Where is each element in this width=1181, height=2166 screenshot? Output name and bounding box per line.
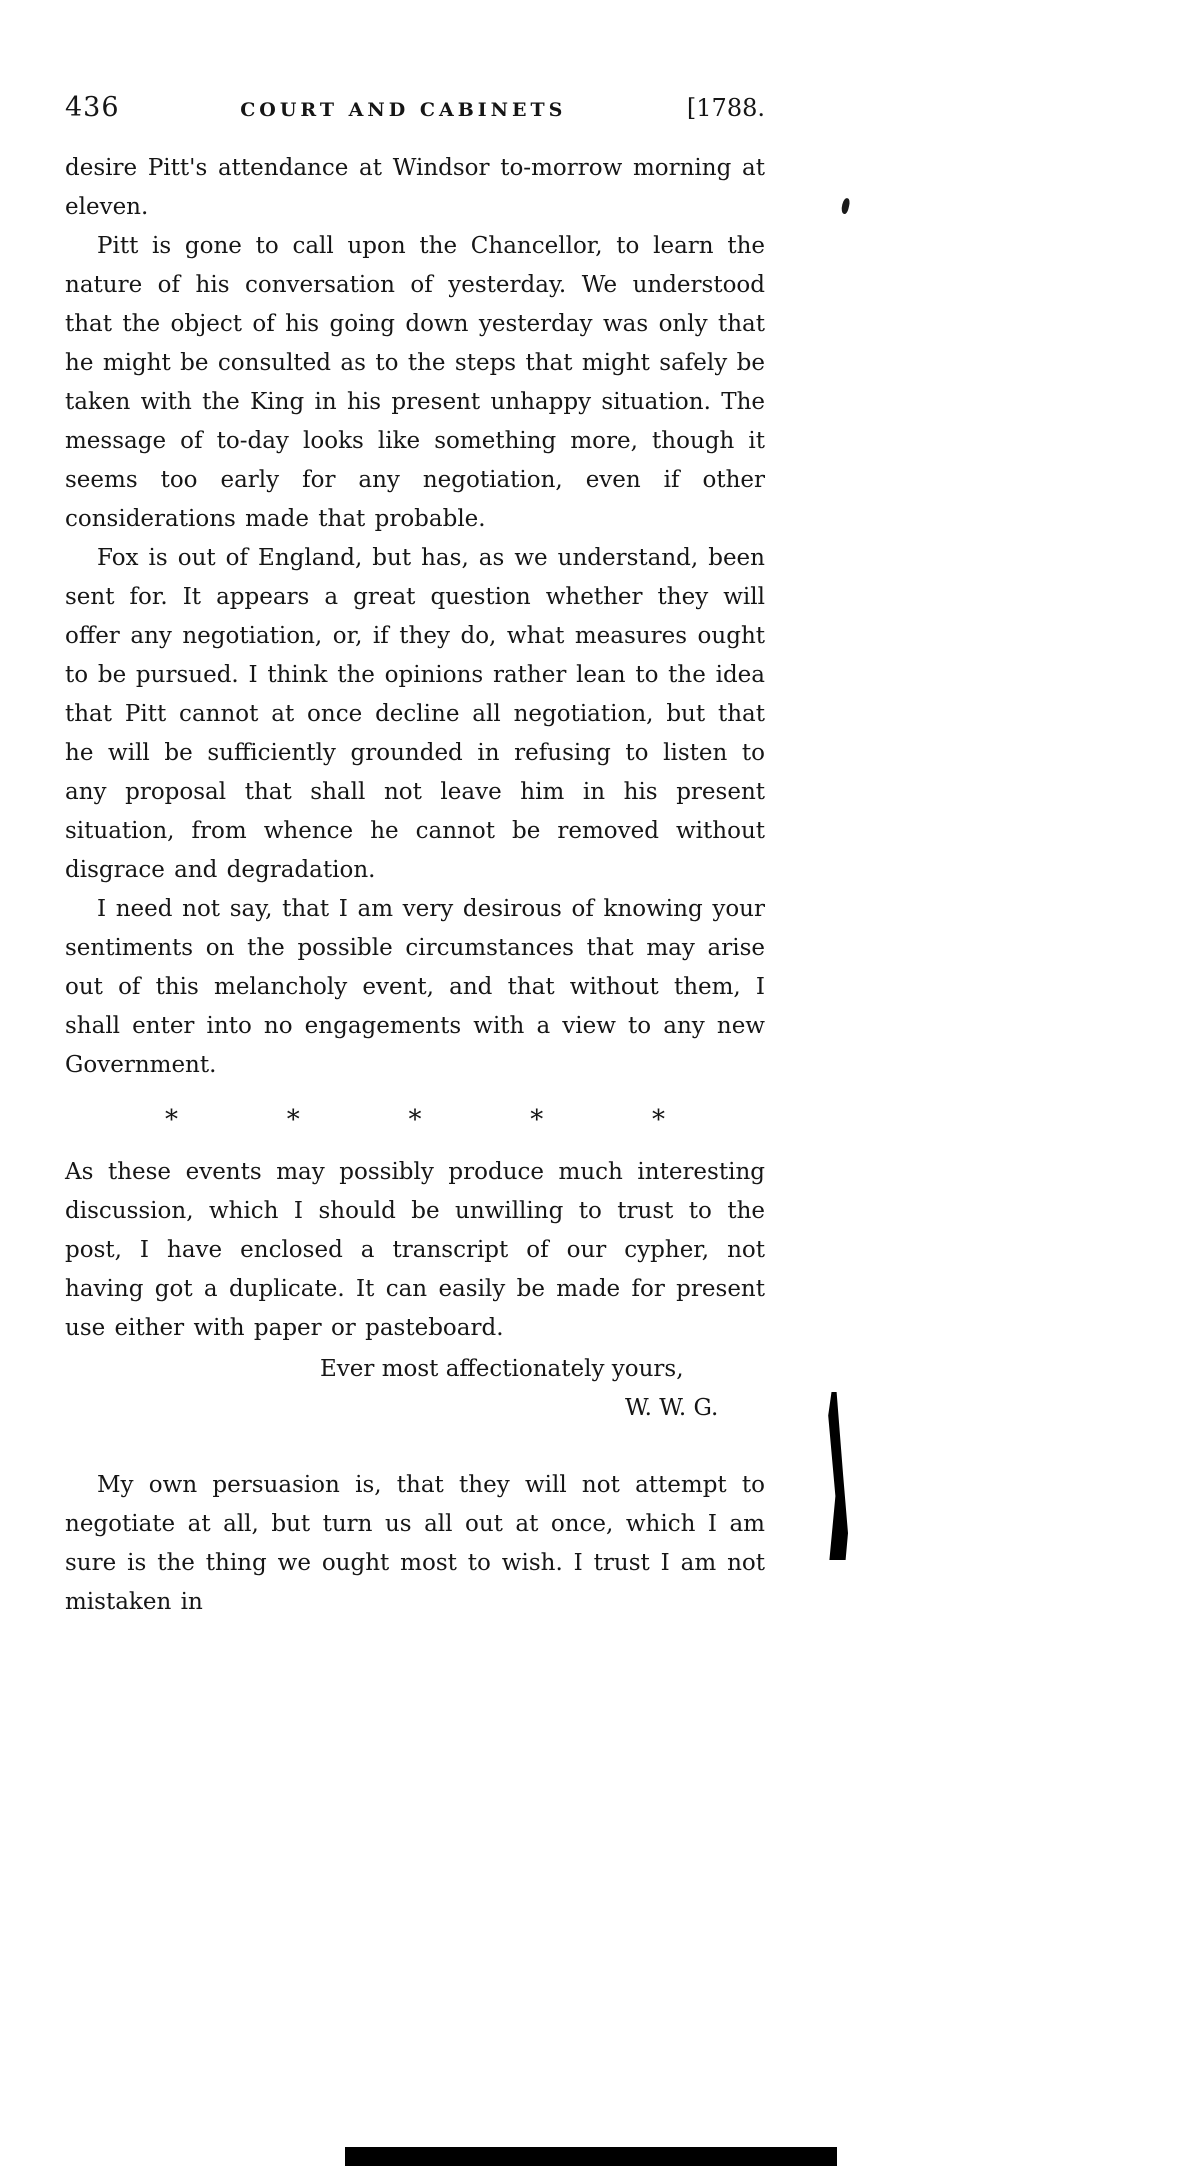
letter-text xyxy=(65,149,765,1622)
scan-artifact-bar xyxy=(345,2147,837,2166)
signature-initials: W. W. G. xyxy=(625,1395,719,1421)
asterisk: * xyxy=(165,1105,178,1135)
ink-speck-artifact xyxy=(840,197,851,214)
valediction-line: Ever most affectionately yours, xyxy=(320,1356,684,1382)
body-paragraph: desire Pitt's attendance at Windsor to-morrow morning at eleven. xyxy=(65,155,765,220)
asterisk: * xyxy=(530,1105,544,1135)
body-paragraph: As these events may possibly produce much interesting discussion, which I should be unwilling to trust to the post, I have enclosed a transcript of our cypher, not having got a duplicate. It can easily be made for present use either with paper or pasteboard. xyxy=(65,1159,765,1341)
section-separator xyxy=(165,1103,665,1137)
page-header xyxy=(65,92,765,123)
page-number: 436 xyxy=(65,92,120,123)
asterisk: * xyxy=(652,1105,665,1135)
body-paragraph: I need not say, that I am very desirous of knowing your sentiments on the possible circumstances that may arise out of this melancholy event, and that without them, I shall enter into no engagements with a view to any new Government. xyxy=(65,896,765,1078)
ink-stain-artifact xyxy=(818,1392,848,1560)
body-paragraph: Pitt is gone to call upon the Chancellor, to learn the nature of his conversation of yesterday. We understood that the object of his going down yesterday was only that he might be consulted as to the steps that might safely be taken with the King in his present unhappy situation. The message of to-day looks like something more, though it seems too early for any negotiation, even if other considerations made that probable. xyxy=(65,233,765,532)
year-marker: [1788. xyxy=(686,94,765,122)
body-paragraph: My own persuasion is, that they will not attempt to negotiate at all, but turn us all out at once, which I am sure is the thing we ought most to wish. I trust I am not mistaken in xyxy=(65,1472,765,1615)
text-column xyxy=(65,92,765,1622)
running-title: COURT AND CABINETS xyxy=(240,99,567,121)
asterisk: * xyxy=(286,1105,300,1135)
body-paragraph: Fox is out of England, but has, as we understand, been sent for. It appears a great question whether they will offer any negotiation, or, if they do, what measures ought to be pursued. I think the opinions rather lean to the idea that Pitt cannot at once decline all negotiation, but that he will be sufficiently grounded in refusing to listen to any proposal that shall not leave him in his present situation, from whence he cannot be removed without disgrace and degradation. xyxy=(65,545,765,883)
asterisk: * xyxy=(408,1105,422,1135)
